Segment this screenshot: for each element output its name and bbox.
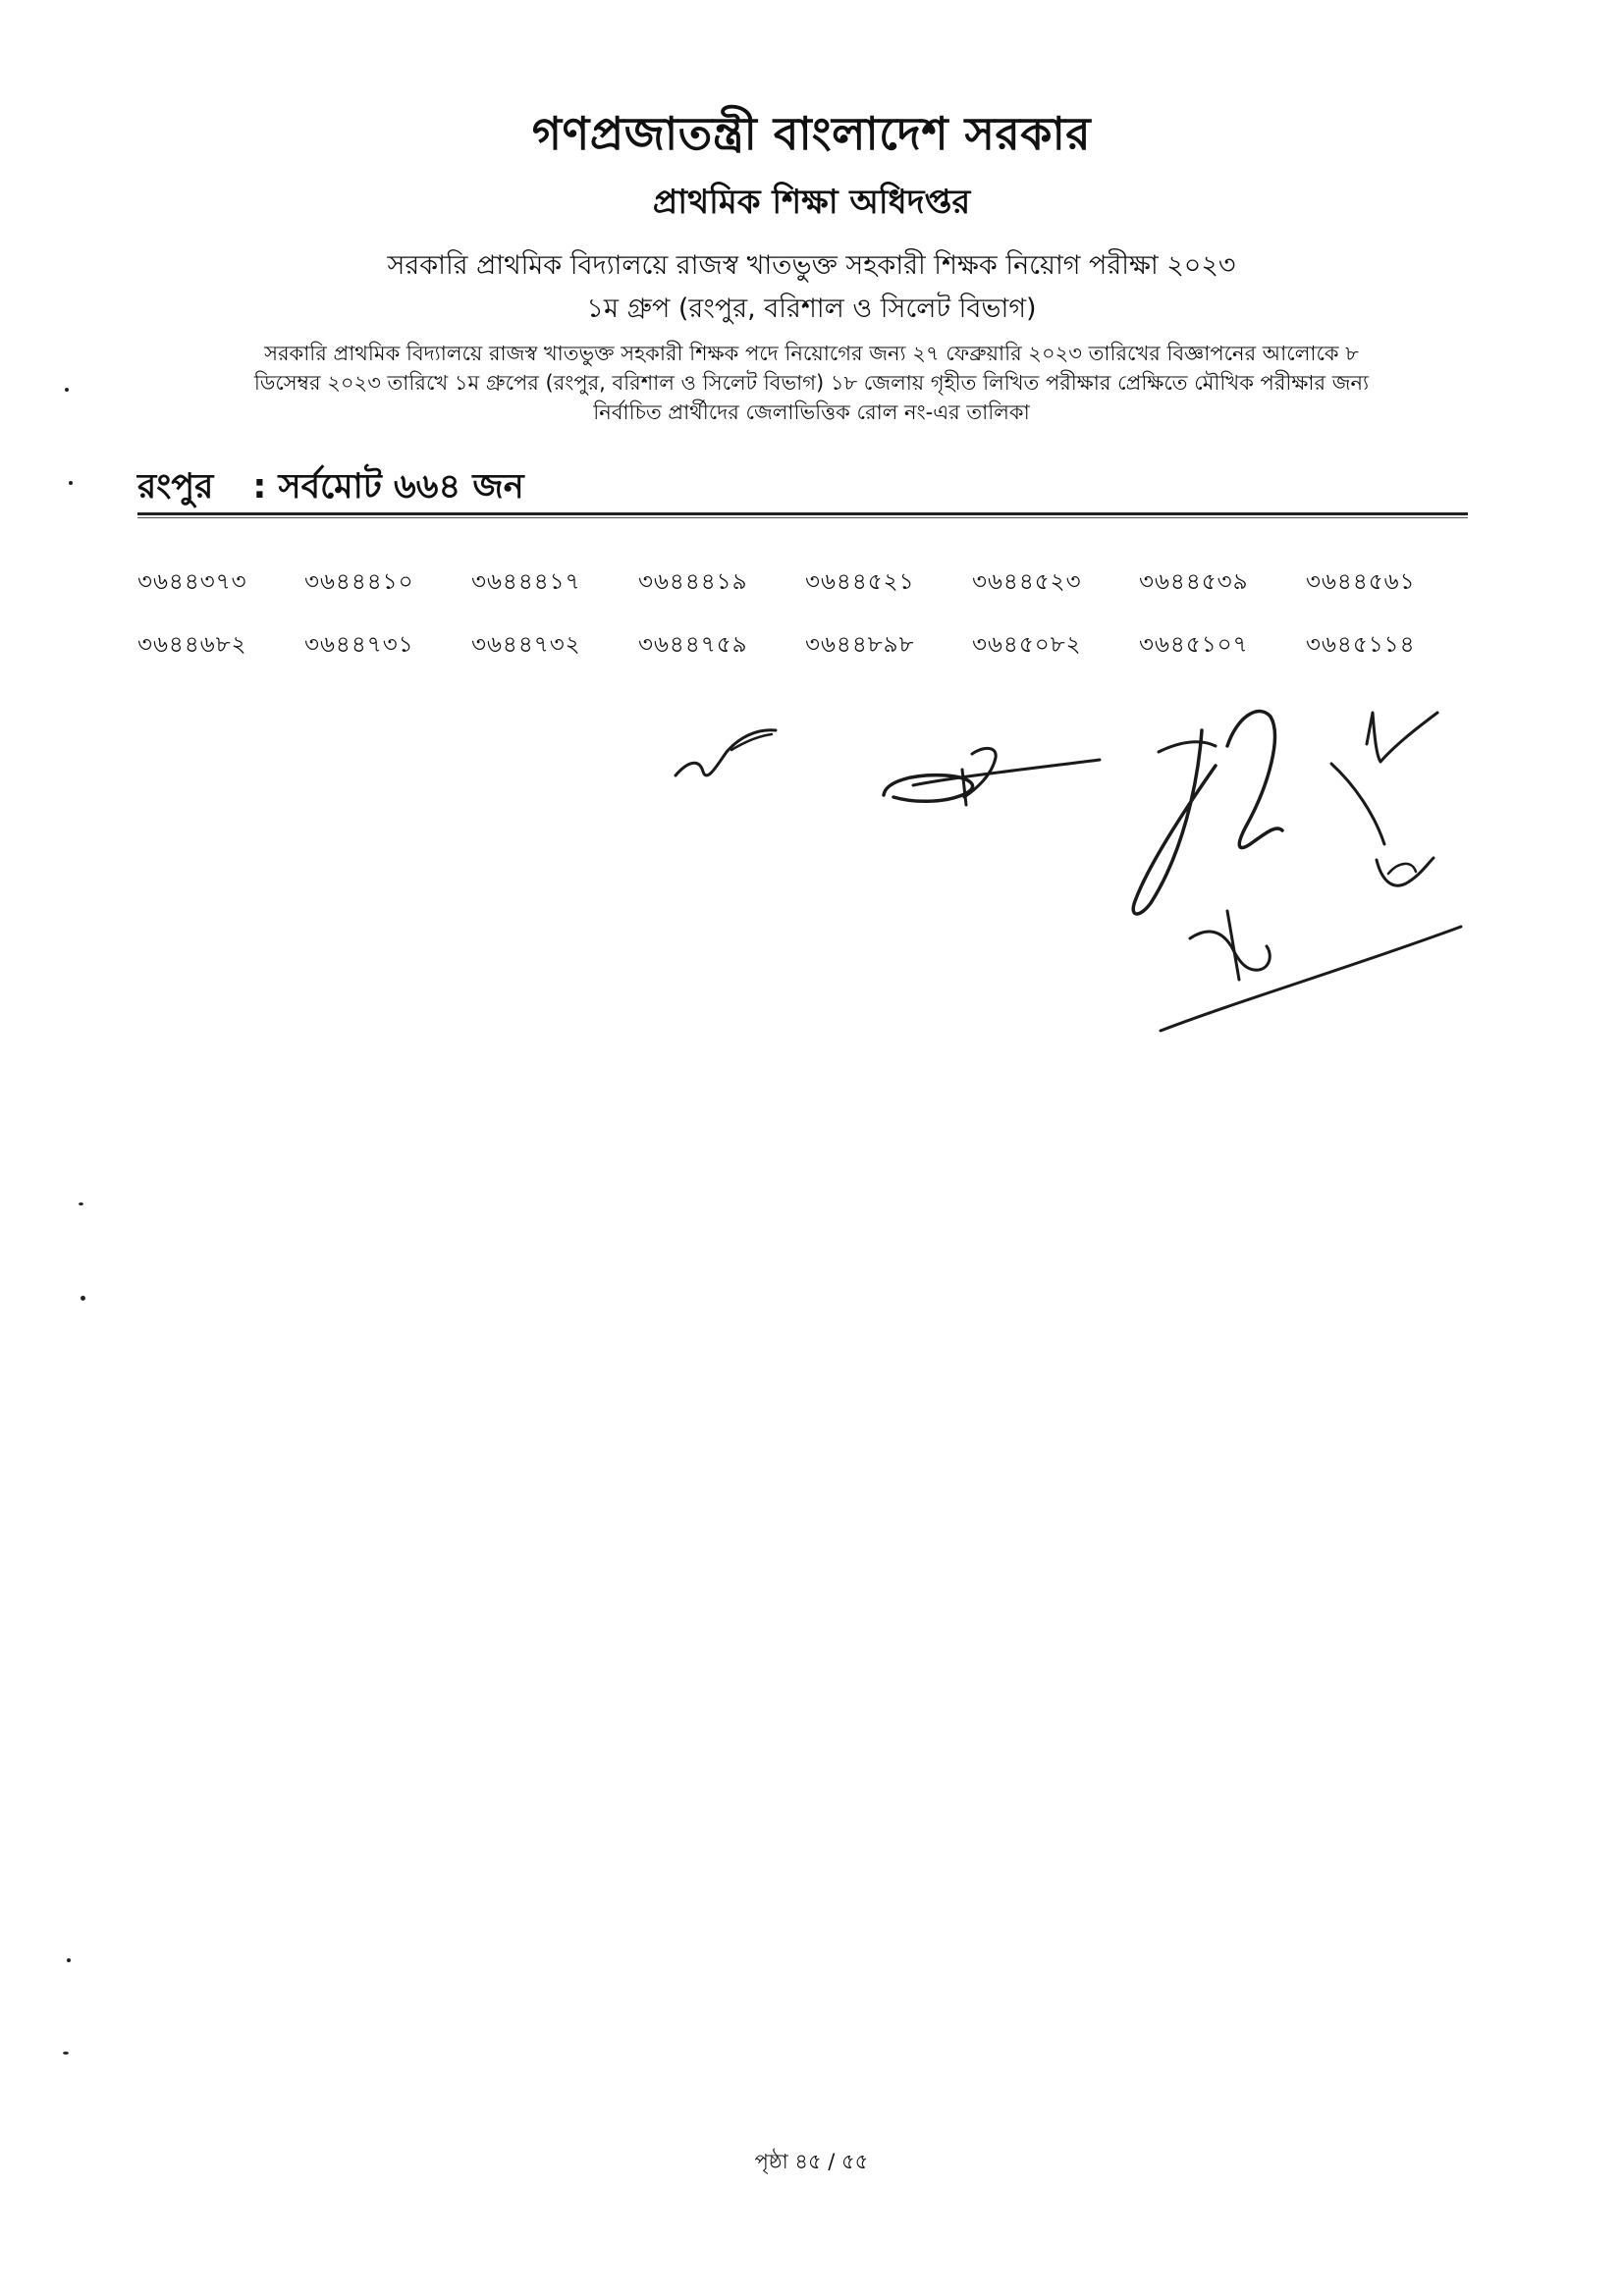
signature-2: [884, 748, 1100, 805]
page-number: পৃষ্ঠা ৪৫ / ৫৫: [754, 2150, 869, 2173]
scan-speck: [67, 1958, 71, 1962]
scan-speck: [63, 2052, 69, 2055]
signature-3: [1133, 712, 1282, 915]
district-name: রংপুর: [137, 467, 214, 507]
roll-number: ৩৬৪৪৫৬১: [1306, 569, 1416, 595]
roll-number: ৩৬৪৪৪১৯: [638, 569, 748, 595]
roll-number: ৩৬৪৪৫২৩: [972, 569, 1082, 595]
scan-speck: [65, 388, 69, 392]
roll-number: ৩৬৪৪৪১০: [304, 569, 414, 595]
roll-number: ৩৬৪৪৩৭৩: [137, 569, 247, 595]
group-title: ১ম গ্রুপ (রংপুর, বরিশাল ও সিলেট বিভাগ): [586, 294, 1037, 324]
roll-number: ৩৬৪৪৭৩২: [471, 632, 581, 658]
roll-number: ৩৬৪৫১১৪: [1306, 632, 1416, 658]
signature-4: [1331, 713, 1437, 885]
signature-5: [1161, 911, 1461, 1031]
signatures-block: [0, 0, 1623, 1080]
roll-number: ৩৬৪৫১০৭: [1139, 632, 1249, 658]
scan-speck: [81, 1296, 85, 1301]
roll-number: ৩৬৪৪৫২১: [805, 569, 915, 595]
district-total: : সর্বমোট ৬৬৪ জন: [252, 467, 524, 507]
scan-speck: [79, 1202, 83, 1205]
description-line-1: সরকারি প্রাথমিক বিদ্যালয়ে রাজস্ব খাতভুক্ত সহকারী শিক্ষক পদে নিয়োগের জন্য ২৭ ফেব্রুয়ারি ২০২৩ তারিখের বিজ্ঞাপনের আলোকে ৮: [264, 342, 1359, 365]
roll-number: ৩৬৪৪৪১৭: [471, 569, 581, 595]
signature-1: [676, 730, 776, 775]
exam-title: সরকারি প্রাথমিক বিদ্যালয়ে রাজস্ব খাতভুক্ত সহকারী শিক্ষক নিয়োগ পরীক্ষা ২০২৩: [387, 250, 1236, 281]
department-title: প্রাথমিক শিক্ষা অধিদপ্তর: [652, 183, 971, 222]
roll-number: ৩৬৪৪৭৩১: [304, 632, 414, 658]
description-line-2: ডিসেম্বর ২০২৩ তারিখে ১ম গ্রুপের (রংপুর, বরিশাল ও সিলেট বিভাগ) ১৮ জেলায় গৃহীত লিখিত পরীক্ষার প্রেক্ষিতে মৌখিক পরীক্ষার জন্য: [253, 371, 1370, 395]
roll-number: ৩৬৪৫০৮২: [972, 632, 1082, 658]
roll-number: ৩৬৪৪৭৫৯: [638, 632, 748, 658]
roll-number: ৩৬৪৪৮৯৮: [805, 632, 915, 658]
government-title: গণপ্রজাতন্ত্রী বাংলাদেশ সরকার: [531, 107, 1092, 160]
roll-number: ৩৬৪৪৬৮২: [137, 632, 247, 658]
description-line-3: নির্বাচিত প্রার্থীদের জেলাভিত্তিক রোল নং-এর তালিকা: [593, 400, 1030, 424]
roll-number: ৩৬৪৪৫৩৯: [1139, 569, 1249, 595]
scan-speck: [69, 481, 73, 485]
